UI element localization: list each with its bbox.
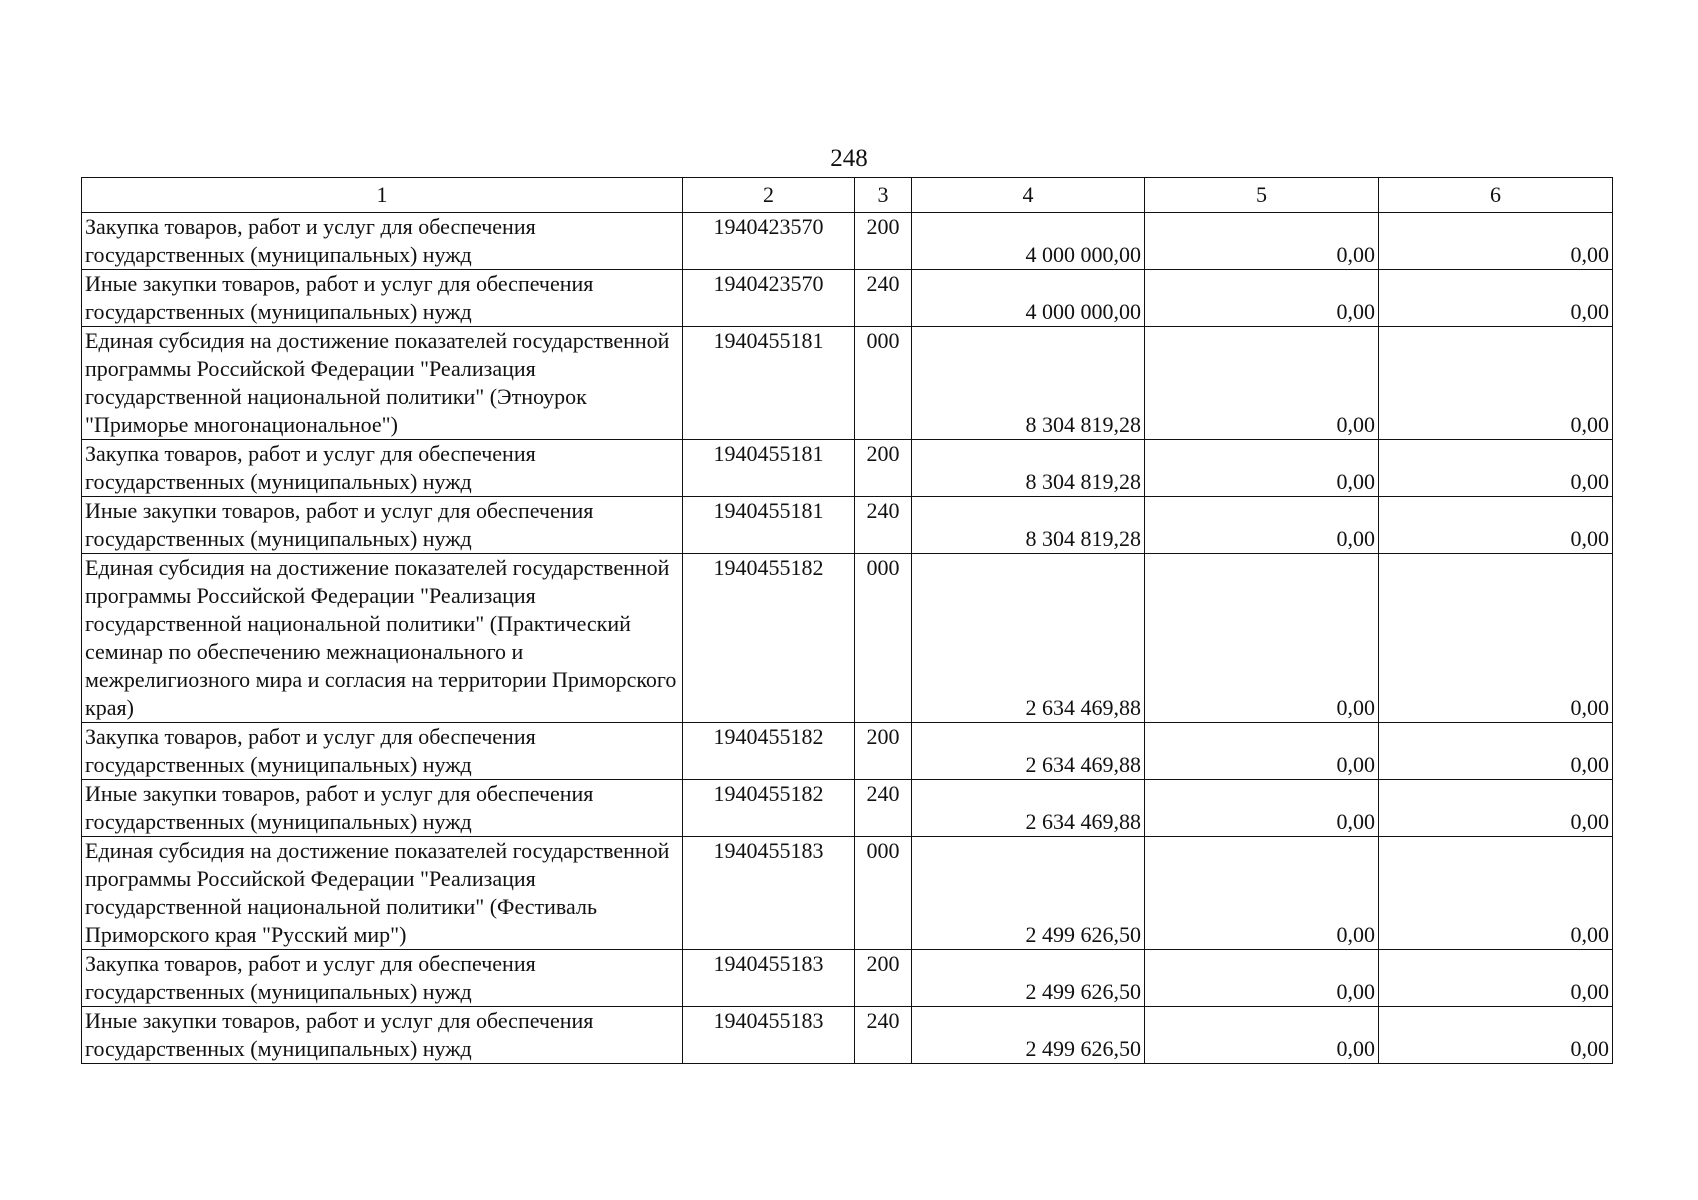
page-number: 248 xyxy=(830,145,868,172)
table-row xyxy=(82,950,1613,1007)
row-expense-type-code: 240 xyxy=(855,780,912,837)
table-row xyxy=(82,780,1613,837)
row-amount-col5: 0,00 xyxy=(1145,950,1379,1007)
row-name: Закупка товаров, работ и услуг для обеспечения государственных (муниципальных) нужд xyxy=(82,440,683,497)
row-target-article-code: 1940455181 xyxy=(683,497,855,554)
row-name: Иные закупки товаров, работ и услуг для обеспечения государственных (муниципальных) нужд xyxy=(82,270,683,327)
row-name: Единая субсидия на достижение показателей государственной программы Российской Федерации "Реализация государственной национальной политики" (Практический семинар по обеспечению межнационального и межрелигиозного мира и согласия на территории Приморского края) xyxy=(82,554,683,723)
header-cell-6: 6 xyxy=(1379,178,1613,213)
row-target-article-code: 1940455183 xyxy=(683,950,855,1007)
table-row xyxy=(82,554,1613,723)
header-cell-1: 1 xyxy=(82,178,683,213)
row-target-article-code: 1940455181 xyxy=(683,440,855,497)
row-name: Единая субсидия на достижение показателей государственной программы Российской Федерации "Реализация государственной национальной политики" (Этноурок "Приморье многонациональное") xyxy=(82,327,683,440)
row-amount-col5: 0,00 xyxy=(1145,270,1379,327)
row-amount-col5: 0,00 xyxy=(1145,440,1379,497)
row-name: Иные закупки товаров, работ и услуг для обеспечения государственных (муниципальных) нужд xyxy=(82,1007,683,1064)
row-amount-col5: 0,00 xyxy=(1145,837,1379,950)
row-amount-col4: 4 000 000,00 xyxy=(912,213,1145,270)
row-amount-col4: 2 499 626,50 xyxy=(912,1007,1145,1064)
row-expense-type-code: 240 xyxy=(855,497,912,554)
row-amount-col6: 0,00 xyxy=(1379,1007,1613,1064)
header-cell-5: 5 xyxy=(1145,178,1379,213)
row-name: Единая субсидия на достижение показателей государственной программы Российской Федерации "Реализация государственной национальной политики" (Фестиваль Приморского края "Русский мир") xyxy=(82,837,683,950)
row-amount-col6: 0,00 xyxy=(1379,213,1613,270)
row-target-article-code: 1940455183 xyxy=(683,837,855,950)
row-amount-col4: 8 304 819,28 xyxy=(912,440,1145,497)
row-target-article-code: 1940455182 xyxy=(683,554,855,723)
row-target-article-code: 1940455182 xyxy=(683,723,855,780)
row-expense-type-code: 240 xyxy=(855,270,912,327)
row-target-article-code: 1940455182 xyxy=(683,780,855,837)
table-row xyxy=(82,497,1613,554)
row-amount-col5: 0,00 xyxy=(1145,723,1379,780)
row-amount-col4: 2 634 469,88 xyxy=(912,780,1145,837)
row-amount-col5: 0,00 xyxy=(1145,327,1379,440)
row-amount-col4: 8 304 819,28 xyxy=(912,327,1145,440)
row-amount-col6: 0,00 xyxy=(1379,780,1613,837)
row-amount-col5: 0,00 xyxy=(1145,554,1379,723)
row-name: Закупка товаров, работ и услуг для обеспечения государственных (муниципальных) нужд xyxy=(82,213,683,270)
row-name: Иные закупки товаров, работ и услуг для обеспечения государственных (муниципальных) нужд xyxy=(82,497,683,554)
row-amount-col4: 2 634 469,88 xyxy=(912,554,1145,723)
row-amount-col5: 0,00 xyxy=(1145,1007,1379,1064)
row-name: Иные закупки товаров, работ и услуг для обеспечения государственных (муниципальных) нужд xyxy=(82,780,683,837)
table-body xyxy=(82,213,1613,1064)
row-expense-type-code: 240 xyxy=(855,1007,912,1064)
row-amount-col4: 2 634 469,88 xyxy=(912,723,1145,780)
row-expense-type-code: 200 xyxy=(855,950,912,1007)
header-row xyxy=(82,178,1613,213)
row-amount-col6: 0,00 xyxy=(1379,497,1613,554)
row-amount-col5: 0,00 xyxy=(1145,780,1379,837)
row-amount-col4: 2 499 626,50 xyxy=(912,950,1145,1007)
table-row xyxy=(82,837,1613,950)
row-name: Закупка товаров, работ и услуг для обеспечения государственных (муниципальных) нужд xyxy=(82,950,683,1007)
row-amount-col6: 0,00 xyxy=(1379,327,1613,440)
row-target-article-code: 1940455181 xyxy=(683,327,855,440)
table-row xyxy=(82,1007,1613,1064)
row-expense-type-code: 000 xyxy=(855,554,912,723)
row-amount-col6: 0,00 xyxy=(1379,723,1613,780)
row-amount-col6: 0,00 xyxy=(1379,554,1613,723)
row-amount-col6: 0,00 xyxy=(1379,950,1613,1007)
row-amount-col5: 0,00 xyxy=(1145,497,1379,554)
row-expense-type-code: 000 xyxy=(855,837,912,950)
table-row xyxy=(82,723,1613,780)
row-name: Закупка товаров, работ и услуг для обеспечения государственных (муниципальных) нужд xyxy=(82,723,683,780)
header-cell-4: 4 xyxy=(912,178,1145,213)
table-row xyxy=(82,270,1613,327)
row-amount-col4: 2 499 626,50 xyxy=(912,837,1145,950)
row-expense-type-code: 200 xyxy=(855,723,912,780)
table-row xyxy=(82,327,1613,440)
header-cell-2: 2 xyxy=(683,178,855,213)
row-expense-type-code: 200 xyxy=(855,440,912,497)
row-amount-col6: 0,00 xyxy=(1379,270,1613,327)
row-target-article-code: 1940423570 xyxy=(683,270,855,327)
row-expense-type-code: 000 xyxy=(855,327,912,440)
row-expense-type-code: 200 xyxy=(855,213,912,270)
row-target-article-code: 1940423570 xyxy=(683,213,855,270)
row-amount-col6: 0,00 xyxy=(1379,837,1613,950)
budget-table xyxy=(81,177,1613,1064)
header-cell-3: 3 xyxy=(855,178,912,213)
row-amount-col5: 0,00 xyxy=(1145,213,1379,270)
row-amount-col4: 4 000 000,00 xyxy=(912,270,1145,327)
row-target-article-code: 1940455183 xyxy=(683,1007,855,1064)
table-row xyxy=(82,440,1613,497)
table-row xyxy=(82,213,1613,270)
row-amount-col4: 8 304 819,28 xyxy=(912,497,1145,554)
row-amount-col6: 0,00 xyxy=(1379,440,1613,497)
